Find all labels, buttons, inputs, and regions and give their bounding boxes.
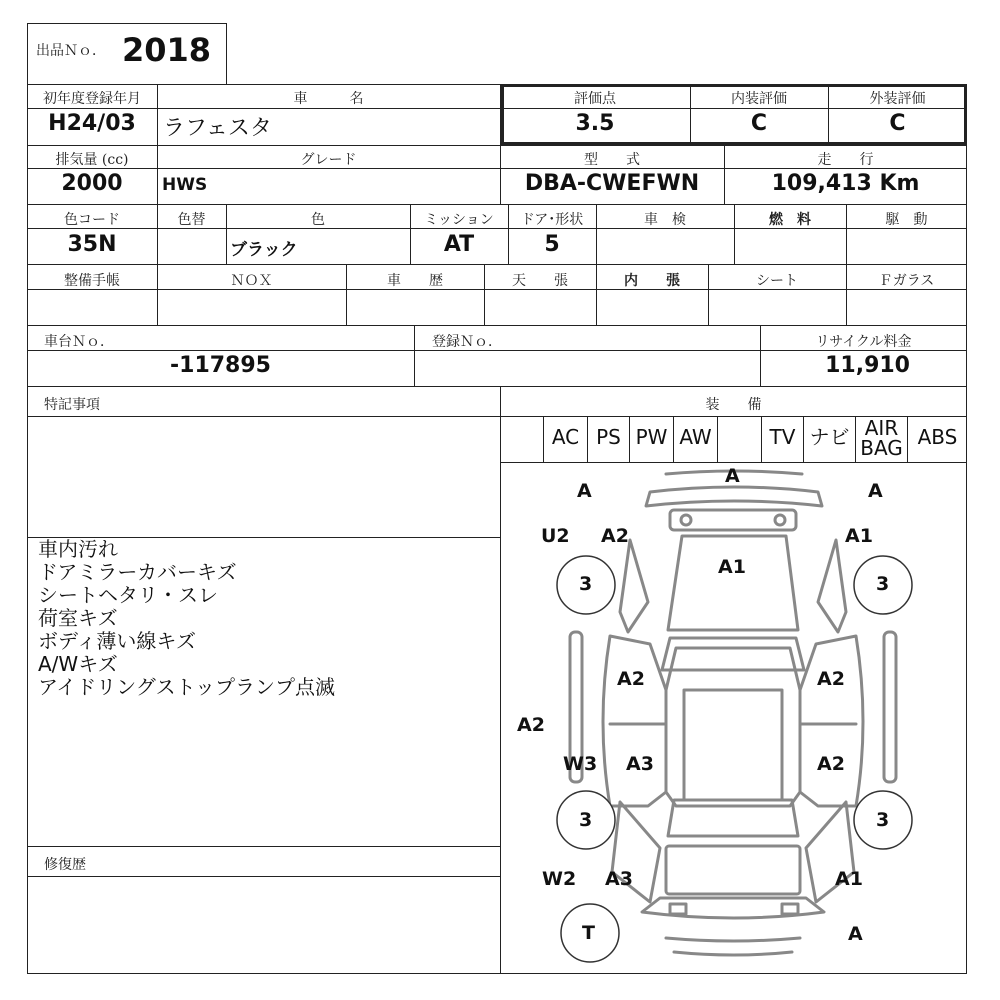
equipment-abs: ABS	[917, 425, 958, 449]
inspection-label: 車 検	[644, 212, 686, 228]
fuel-label: 燃 料	[769, 212, 811, 228]
spare-tire-label: T	[582, 922, 595, 944]
equipment-blank-2	[718, 416, 762, 462]
damage-u2: U2	[541, 525, 570, 547]
equipment-navi: ナビ	[804, 416, 856, 462]
equipment-aw: AW	[674, 416, 718, 462]
tire-fl-grade: 3	[579, 573, 593, 595]
reg-value: H24/03	[48, 111, 136, 136]
equipment-airbag: AIR BAG	[856, 416, 908, 462]
color-change-label: 色替	[177, 212, 206, 228]
score-value: 3.5	[575, 111, 615, 136]
name-label: 車 名	[293, 91, 364, 107]
damage-rear-left: A3	[605, 868, 633, 890]
note-line: 荷室キズ	[38, 606, 118, 630]
seat-label: シート	[756, 273, 798, 289]
damage-hood: A1	[718, 556, 746, 578]
damage-fender-right: A1	[845, 525, 873, 547]
door-value: 5	[544, 232, 560, 257]
maintenance-label: 整備手帳	[64, 273, 120, 289]
chassis-label: 車台Ｎｏ．	[44, 334, 114, 350]
roof-label: 天 張	[512, 273, 568, 289]
note-line: 車内汚れ	[38, 537, 118, 561]
history-label: 車 歴	[387, 273, 443, 289]
mileage-value: 109,413 Km	[771, 171, 920, 196]
damage-rear-bumper-right: A	[848, 923, 863, 945]
damage-door-front-right: A2	[817, 668, 845, 690]
interior-label: 内装評価	[731, 91, 787, 107]
damage-front-left: A	[577, 480, 592, 502]
tire-rr-grade: 3	[876, 809, 890, 831]
color-value: ブラック	[230, 240, 298, 260]
repair-label: 修復歴	[44, 857, 86, 873]
model-label: 型 式	[584, 152, 640, 168]
notes-label: 特記事項	[44, 397, 100, 413]
color-code-label: 色コード	[64, 212, 120, 228]
drive-label: 駆 動	[885, 212, 928, 228]
listing-label: 出品Ｎｏ．	[36, 43, 106, 59]
equipment-tv: TV	[762, 416, 804, 462]
equipment-ac: AC	[544, 416, 588, 462]
damage-door-rear-left: A3	[626, 753, 654, 775]
color-code-value: 35N	[67, 232, 117, 257]
damage-door-front-left: A2	[617, 668, 645, 690]
note-line: ボディ薄い線キズ	[38, 629, 196, 653]
mission-value: AT	[443, 232, 475, 257]
damage-rear-right: A1	[835, 868, 863, 890]
note-line: A/Wキズ	[38, 652, 118, 676]
note-line: アイドリングストップランプ点滅	[38, 675, 335, 699]
damage-side-left: A2	[517, 714, 545, 736]
damage-front-right: A	[868, 480, 883, 502]
damage-w3: W3	[563, 753, 598, 775]
damage-door-rear-right: A2	[817, 753, 845, 775]
listing-number: 2018	[122, 31, 212, 69]
grade-label: グレード	[300, 152, 357, 168]
interior-trim-label: 内 張	[624, 273, 680, 289]
damage-fender-left: A2	[601, 525, 629, 547]
note-line: ドアミラーカバーキズ	[38, 560, 237, 584]
notes-list	[38, 538, 335, 699]
tire-rl-grade: 3	[579, 809, 593, 831]
registration-label: 登録Ｎｏ．	[432, 334, 502, 350]
interior-value: C	[750, 111, 768, 136]
car-diagram	[500, 462, 967, 974]
model-value: DBA-CWEFWN	[524, 171, 700, 196]
mileage-label: 走 行	[817, 152, 874, 168]
displacement-label: 排気量 (cc)	[55, 152, 129, 168]
equipment-pw: PW	[630, 416, 674, 462]
recycle-label: リサイクル料金	[815, 334, 912, 350]
damage-w2: W2	[542, 868, 577, 890]
chassis-value: -117895	[170, 353, 271, 378]
mission-label: ミッション	[424, 212, 494, 228]
damage-front-center: A	[725, 465, 740, 487]
reg-label: 初年度登録年月	[43, 91, 141, 107]
nox-label: ＮＯＸ	[230, 273, 273, 289]
color-label: 色	[311, 212, 325, 228]
recycle-value: 11,910	[825, 353, 910, 378]
exterior-value: C	[889, 111, 906, 136]
door-label: ドア･形状	[520, 212, 584, 228]
name-value: ラフェスタ	[163, 116, 272, 141]
equipment-blank	[500, 416, 544, 462]
equipment-label: 装 備	[705, 397, 762, 413]
tire-fr-grade: 3	[876, 573, 890, 595]
glass-label: Ｆガラス	[878, 273, 935, 289]
exterior-label: 外装評価	[869, 91, 926, 107]
displacement-value: 2000	[61, 171, 123, 196]
equipment-ps: PS	[588, 416, 630, 462]
grade-value: HWS	[162, 175, 208, 195]
note-line: シートヘタリ・スレ	[38, 583, 218, 607]
score-label: 評価点	[574, 91, 616, 107]
